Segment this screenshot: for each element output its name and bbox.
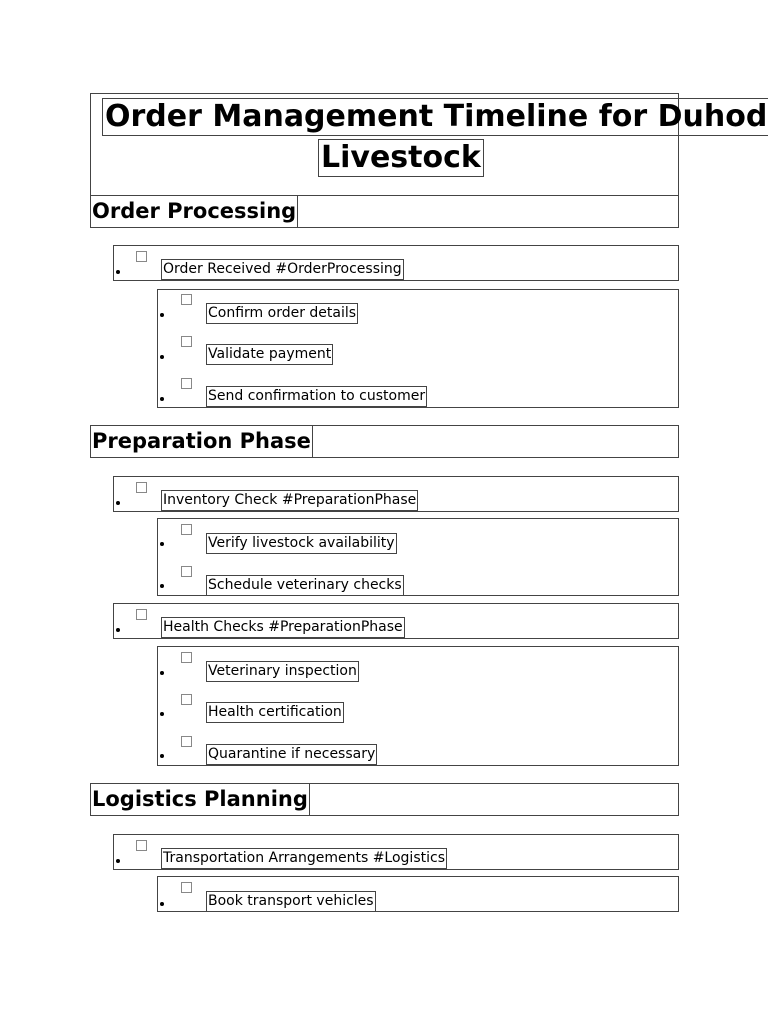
subtask-label: Health certification bbox=[206, 702, 344, 723]
subtask-list bbox=[157, 289, 679, 408]
subtask-label: Validate payment bbox=[206, 344, 333, 365]
subtask-list bbox=[157, 646, 679, 766]
bullet-icon bbox=[116, 628, 120, 632]
subtask-checkbox[interactable] bbox=[181, 652, 192, 663]
subtask-checkbox[interactable] bbox=[181, 694, 192, 705]
section-heading: Logistics Planning bbox=[90, 783, 310, 816]
subtask-checkbox[interactable] bbox=[181, 736, 192, 747]
task-checkbox[interactable] bbox=[136, 251, 147, 262]
bullet-icon bbox=[160, 542, 164, 546]
subtask-checkbox[interactable] bbox=[181, 524, 192, 535]
subtask-label: Confirm order details bbox=[206, 303, 358, 324]
subtask-checkbox[interactable] bbox=[181, 882, 192, 893]
task-item bbox=[113, 245, 679, 281]
bullet-icon bbox=[160, 754, 164, 758]
bullet-icon bbox=[160, 902, 164, 906]
bullet-icon bbox=[116, 501, 120, 505]
task-label: Transportation Arrangements #Logistics bbox=[161, 848, 447, 869]
task-label: Inventory Check #PreparationPhase bbox=[161, 490, 418, 511]
task-checkbox[interactable] bbox=[136, 840, 147, 851]
bullet-icon bbox=[160, 313, 164, 317]
task-item bbox=[113, 834, 679, 870]
bullet-icon bbox=[160, 712, 164, 716]
bullet-icon bbox=[160, 355, 164, 359]
bullet-icon bbox=[116, 270, 120, 274]
page-title-line-1: Order Management Timeline for Duhod bbox=[102, 98, 768, 136]
subtask-label: Veterinary inspection bbox=[206, 661, 359, 682]
task-checkbox[interactable] bbox=[136, 482, 147, 493]
subtask-checkbox[interactable] bbox=[181, 336, 192, 347]
task-label: Health Checks #PreparationPhase bbox=[161, 617, 405, 638]
section-preparation-phase bbox=[90, 425, 679, 458]
task-label: Order Received #OrderProcessing bbox=[161, 259, 404, 280]
task-item bbox=[113, 476, 679, 512]
page-title-line-2: Livestock bbox=[318, 139, 484, 177]
section-order-processing bbox=[90, 195, 679, 228]
subtask-checkbox[interactable] bbox=[181, 378, 192, 389]
subtask-label: Book transport vehicles bbox=[206, 891, 376, 912]
bullet-icon bbox=[160, 671, 164, 675]
bullet-icon bbox=[160, 584, 164, 588]
subtask-label: Verify livestock availability bbox=[206, 533, 397, 554]
bullet-icon bbox=[160, 397, 164, 401]
subtask-list bbox=[157, 876, 679, 912]
subtask-label: Schedule veterinary checks bbox=[206, 575, 404, 596]
section-heading: Preparation Phase bbox=[90, 425, 313, 458]
subtask-label: Quarantine if necessary bbox=[206, 744, 377, 765]
subtask-label: Send confirmation to customer bbox=[206, 386, 427, 407]
subtask-checkbox[interactable] bbox=[181, 294, 192, 305]
section-logistics-planning bbox=[90, 783, 679, 816]
section-heading: Order Processing bbox=[90, 195, 298, 228]
bullet-icon bbox=[116, 859, 120, 863]
task-checkbox[interactable] bbox=[136, 609, 147, 620]
subtask-list bbox=[157, 518, 679, 596]
subtask-checkbox[interactable] bbox=[181, 566, 192, 577]
task-item bbox=[113, 603, 679, 639]
